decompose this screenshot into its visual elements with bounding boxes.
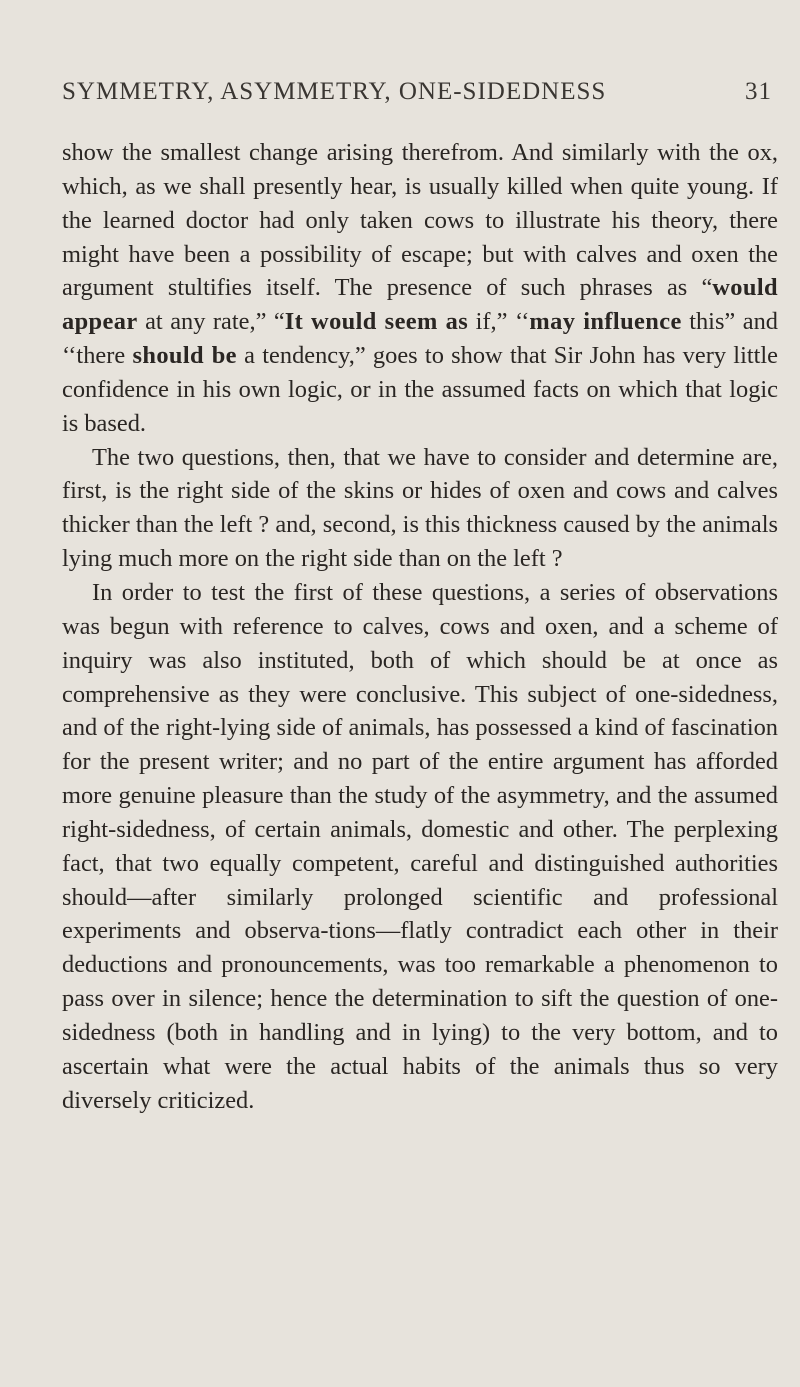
- emphasis-run: may influence: [529, 308, 682, 336]
- paragraph-3: [62, 576, 778, 1118]
- emphasis-run: would appear: [62, 274, 778, 336]
- text-run: In order to test the first of these questions, a series of observations was begun with reference to calves, cows and oxen, and a scheme of inquiry was also instituted, both of which should be at once as comprehensive as they were conclusive. This subject of one-sidedness, and of the right-lying side of animals, has possessed a kind of fascination for the present writer; and no part of the entire argument has afforded more genuine pleasure than the study of the asymmetry, and the assumed right-sidedness, of certain animals, domestic and other. The perplexing fact, that two equally competent, careful and distinguished authorities should—after similarly prolonged scientific and professional experiments and observa-tions—flatly contradict each other in their deductions and pronouncements, was too remarkable a phenomenon to pass over in silence; hence the determination to sift the question of one-sidedness (both in handling and in lying) to the very bottom, and to ascertain what were the actual habits of the animals thus so very diversely criticized.: [62, 578, 778, 1114]
- text-run: a tendency,” goes to show that Sir John has very little confidence in his own logic, or in the assumed facts on which that logic is based.: [62, 342, 779, 437]
- running-head: [62, 78, 778, 114]
- emphasis-run: It would seem as: [284, 308, 469, 336]
- text-run: show the smallest change arising therefrom. And similarly with the ox, which, as we shall presently hear, is usually killed when quite young. If the learned doctor had only taken cows to illustrate his theory, there might have been a possibility of escape; but with calves and oxen the argument stultifies itself. The presence of such phrases as “: [62, 139, 778, 302]
- emphasis-run: should be: [132, 342, 237, 370]
- text-run: this” and ‘‘there: [62, 308, 778, 370]
- page-number: 31: [745, 78, 772, 105]
- paragraph-1: [62, 136, 778, 441]
- paragraph-2: [62, 441, 778, 576]
- text-run: at any rate,” “: [137, 308, 285, 336]
- running-head-title: SYMMETRY, ASYMMETRY, ONE-SIDEDNESS: [62, 78, 607, 105]
- body-text: [62, 136, 778, 1117]
- text-run: if,” ‘‘: [468, 308, 530, 336]
- text-run: The two questions, then, that we have to consider and determine are, first, is the right side of the skins or hides of oxen and cows and calves thicker than the left ? and, second, is this thickness caused by the animals lying much more on the right side than on the left ?: [62, 443, 778, 573]
